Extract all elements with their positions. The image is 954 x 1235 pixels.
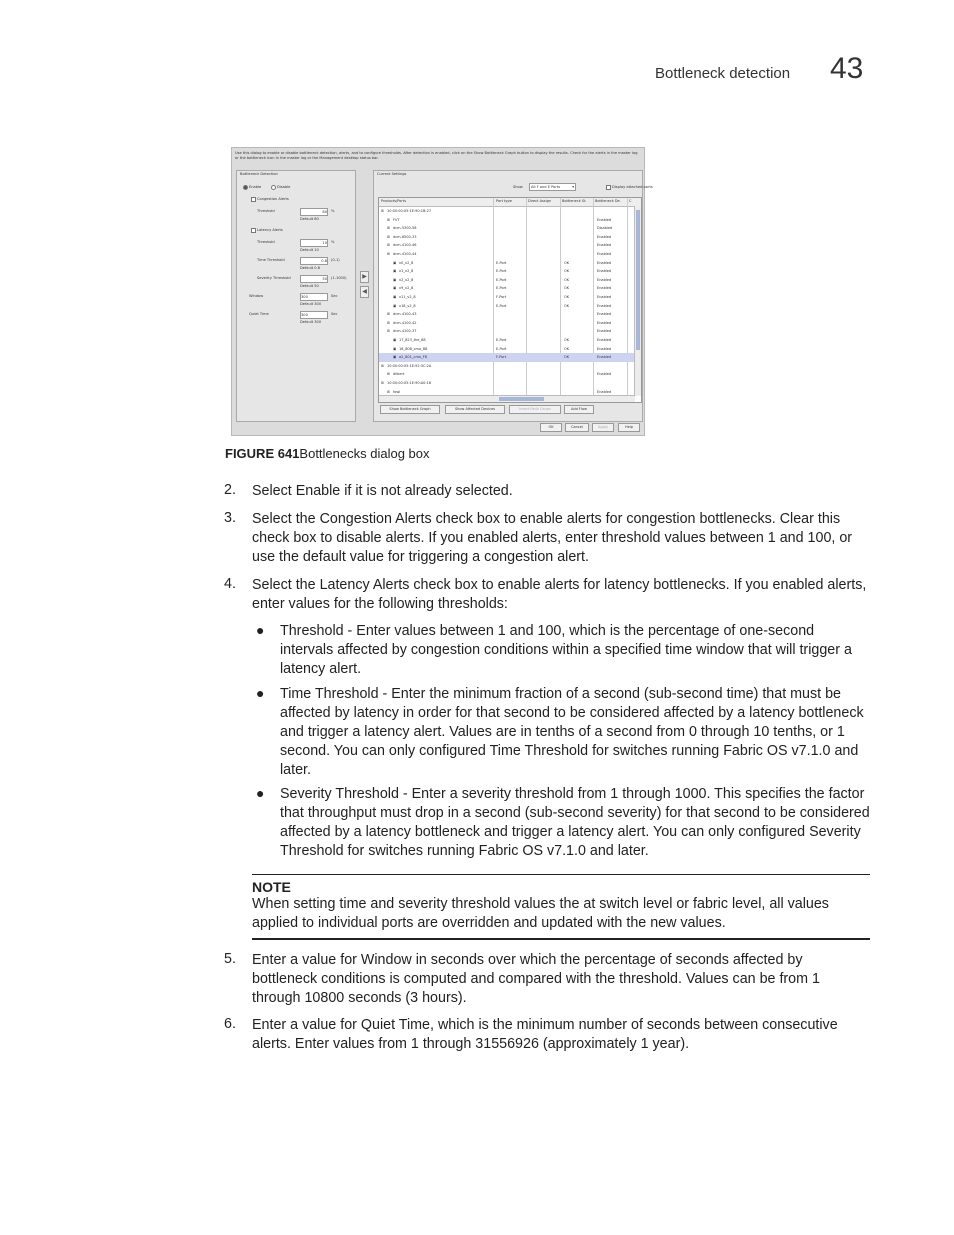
congestion-alerts-checkbox[interactable] xyxy=(251,197,256,202)
ui-term-congestion-alerts: Congestion Alerts xyxy=(319,511,432,527)
table-cell: v1_v2_8 xyxy=(399,269,414,274)
time-threshold-input[interactable]: 0.8 xyxy=(300,257,328,265)
table-cell: dilbert xyxy=(393,372,405,377)
expand-icon[interactable]: ⊞ xyxy=(387,226,390,231)
show-label: Show xyxy=(513,185,523,189)
show-select[interactable] xyxy=(529,183,576,191)
table-cell: Enabled xyxy=(597,260,612,265)
text: Enter a value for xyxy=(252,952,361,968)
table-row[interactable] xyxy=(379,379,634,388)
help-button[interactable]: Help xyxy=(618,423,640,432)
severity-range: (1-1000) xyxy=(331,276,347,280)
display-attached-checkbox[interactable] xyxy=(606,185,611,190)
port-icon: ▣ xyxy=(393,346,397,351)
latency-threshold-input[interactable]: 10 xyxy=(300,239,328,247)
table-cell: F-Port xyxy=(496,295,507,299)
table-cell: OK xyxy=(564,277,570,282)
table-cell: 10:00:00:05:1E:90:A0:18 xyxy=(387,381,432,385)
bullet-severity-threshold-text xyxy=(280,785,870,861)
scroll-thumb[interactable] xyxy=(499,397,544,401)
time-threshold-range: (0-1) xyxy=(331,258,340,262)
text: Select the xyxy=(252,577,320,593)
table-cell: 10:00:00:05:1E:92:3C:2A xyxy=(387,363,432,368)
vertical-scrollbar[interactable] xyxy=(634,206,641,396)
table-cell: E-Port xyxy=(496,260,507,265)
note-bottom-rule xyxy=(252,938,870,940)
expand-icon[interactable]: ⊞ xyxy=(387,389,390,394)
enable-label: Enable xyxy=(249,185,262,189)
latency-default: Default 10 xyxy=(300,248,319,252)
table-cell: dcm-4100-43 xyxy=(393,312,417,317)
column-header[interactable]: Products/Ports xyxy=(381,199,407,203)
chevron-down-icon: ▾ xyxy=(572,185,574,189)
table-cell: Enabled xyxy=(597,355,612,360)
window-default: Default 300 xyxy=(300,302,322,306)
table-cell: Enabled xyxy=(597,338,612,342)
table-cell: Enabled xyxy=(597,286,612,291)
ui-term-window: Window xyxy=(360,952,412,968)
table-cell: v2_v2_8 xyxy=(399,277,414,282)
port-icon: ▣ xyxy=(393,277,397,282)
severity-threshold-label: Severity Threshold xyxy=(257,276,291,280)
table-cell: a2_801_cmo_F8 xyxy=(399,355,428,360)
table-cell: dcm-4100-42 xyxy=(393,320,417,325)
table-cell: E-Port xyxy=(496,269,507,274)
table-row[interactable] xyxy=(379,284,634,293)
latency-threshold-label: Threshold xyxy=(257,240,275,244)
note-title: NOTE xyxy=(252,879,291,895)
step-3-text xyxy=(252,510,870,567)
table-cell: 18_808_cmo_88 xyxy=(399,346,428,351)
show-affected-devices-button[interactable]: Show Affected Devices xyxy=(445,405,505,414)
table-row[interactable] xyxy=(379,293,634,302)
table-row[interactable] xyxy=(379,310,634,319)
table-cell: OK xyxy=(564,346,570,351)
table-cell: Enabled xyxy=(597,312,612,317)
expand-icon[interactable]: ⊞ xyxy=(387,312,390,317)
text: Select the xyxy=(252,511,320,527)
ok-button[interactable]: OK xyxy=(540,423,562,432)
table-cell: dcm-6500-33 xyxy=(393,234,417,239)
ui-term-time-threshold: Time Threshold xyxy=(280,686,379,702)
percent-unit: % xyxy=(331,240,335,244)
quiet-time-input[interactable]: 300 xyxy=(300,311,328,319)
cancel-button[interactable]: Cancel xyxy=(565,423,589,432)
expand-icon[interactable]: ⊞ xyxy=(381,363,384,368)
expand-icon[interactable]: ⊞ xyxy=(387,320,390,325)
table-row[interactable] xyxy=(379,327,634,336)
port-icon: ▣ xyxy=(393,295,397,299)
table-cell: OK xyxy=(564,338,570,342)
table-row[interactable] xyxy=(379,336,634,345)
table-cell: Enabled xyxy=(597,252,612,256)
display-attached-label: Display attached ports xyxy=(612,185,653,189)
note-text: When setting time and severity threshold values the at switch level or fabric level, all values applied to individual ports are overridden and updated with the new values. xyxy=(252,896,829,931)
severity-threshold-input[interactable]: 50 xyxy=(300,275,328,283)
expand-icon[interactable]: ⊞ xyxy=(387,252,390,256)
table-cell: dcm-4100-46 xyxy=(393,243,417,248)
table-cell: Disabled xyxy=(597,226,613,231)
expand-icon[interactable]: ⊞ xyxy=(387,372,390,377)
table-cell: 10:00:00:05:1E:90:1B:27 xyxy=(387,209,432,213)
ui-term-enable: Enable xyxy=(295,483,341,499)
step-number: 6. xyxy=(224,1016,236,1032)
table-cell: E-Port xyxy=(496,338,507,342)
table-row[interactable] xyxy=(379,259,634,268)
table-row[interactable] xyxy=(379,207,634,216)
severity-default: Default 50 xyxy=(300,284,319,288)
table-row[interactable] xyxy=(379,362,634,371)
expand-icon[interactable]: ⊞ xyxy=(387,234,390,239)
table-cell: v11_v2_8 xyxy=(399,295,416,299)
bottleneck-detection-panel xyxy=(236,170,356,422)
enable-radio[interactable] xyxy=(243,185,248,190)
table-cell: F-Port xyxy=(496,355,507,360)
table-cell: Enabled xyxy=(597,234,612,239)
show-select-value: All F and E Ports xyxy=(531,185,561,189)
apply-right-arrow-icon[interactable]: ▶ xyxy=(360,271,369,283)
table-cell: OK xyxy=(564,303,570,308)
table-cell: E-Port xyxy=(496,346,507,351)
column-header[interactable]: Direct Assign xyxy=(528,199,552,203)
show-bottleneck-graph-button[interactable]: Show Bottleneck Graph xyxy=(380,405,440,414)
port-icon: ▣ xyxy=(393,260,397,265)
bullet-icon: ● xyxy=(256,622,265,638)
congestion-alerts-label: Congestion Alerts xyxy=(257,197,289,201)
table-row[interactable] xyxy=(379,302,634,311)
table-row[interactable] xyxy=(379,241,634,250)
dialog-intro-text: Use this dialog to enable or disable bottleneck detection, alerts, and to configure thresholds. After detection is enabled, click on the Show Bottleneck Graph button to display the results. Check for the alerts in the master log or the bottleneck icon in the master log or the Management desktop status bar. xyxy=(235,151,638,160)
table-cell: FVT xyxy=(393,217,400,222)
step-number: 4. xyxy=(224,576,236,592)
latency-alerts-checkbox[interactable] xyxy=(251,228,256,233)
window-input[interactable]: 300 xyxy=(300,293,328,301)
congestion-threshold-input[interactable]: 80 xyxy=(300,208,328,216)
table-cell: Enabled xyxy=(597,346,612,351)
percent-unit: % xyxy=(331,209,335,213)
table-cell: OK xyxy=(564,286,570,291)
step-number: 5. xyxy=(224,951,236,967)
add-flow-button[interactable]: Add Flow xyxy=(564,405,594,414)
bullet-icon: ● xyxy=(256,785,265,801)
bullet-time-threshold-text xyxy=(280,685,870,780)
window-label: Window xyxy=(249,294,264,298)
congestion-default: Default 80 xyxy=(300,217,319,221)
expand-icon[interactable]: ⊞ xyxy=(381,381,384,385)
port-icon: ▣ xyxy=(393,355,397,360)
expand-icon[interactable]: ⊞ xyxy=(381,209,384,213)
port-icon: ▣ xyxy=(393,269,397,274)
text: check box to enable alerts for congestion bottlenecks. Clear this check box to disable alerts. If you enabled alerts, enter threshold values between 1 and 100, or use the default value for triggering a congestion alert. xyxy=(252,511,853,565)
quiet-time-label: Quiet Time xyxy=(249,312,269,316)
quiet-time-unit: Sec xyxy=(331,312,338,316)
table-cell: dcm-4100-37 xyxy=(393,329,417,334)
note-top-rule xyxy=(252,874,870,875)
latency-alerts-label: Latency Alerts xyxy=(257,228,283,232)
text: - Enter values between 1 and 100, which is the percentage of one-second intervals affected by congestion conditions within a specified time window that will trigger a latency alert. xyxy=(280,623,852,677)
figure-caption xyxy=(225,446,430,461)
table-row[interactable] xyxy=(379,276,634,285)
table-cell: E-Port xyxy=(496,277,507,282)
horizontal-scrollbar[interactable] xyxy=(379,395,635,402)
table-cell: dcm-4100-44 xyxy=(393,252,417,256)
table-cell: v18_v2_8 xyxy=(399,303,416,308)
text: check box to enable alerts for latency bottlenecks. If you enabled alerts, enter values for the following thresholds: xyxy=(252,577,867,612)
table-cell: Enabled xyxy=(597,217,612,222)
table-row[interactable] xyxy=(379,224,634,233)
congestion-threshold-label: Threshold xyxy=(257,209,275,213)
table-cell: Enabled xyxy=(597,320,612,325)
table-cell: E-Port xyxy=(496,286,507,291)
text: if it is not already selected. xyxy=(340,483,513,499)
port-icon: ▣ xyxy=(393,286,397,291)
column-header[interactable]: C xyxy=(629,199,632,203)
ui-term-severity-threshold: Severity Threshold xyxy=(280,786,399,802)
text: , which is the minimum number of seconds between consecutive alerts. Enter values from 1 through 31556926 (approximately 1 year). xyxy=(252,1017,838,1052)
table-header xyxy=(379,198,641,207)
text: - Enter a severity threshold from 1 through 1000. This specifies the factor that throughput must drop in a second (sub-second severity) for that second to be considered affected by a latency bottleneck and trigger a latency alert. You can only configured Severity Threshold for switches running Fabric OS v7.1.0 and later. xyxy=(280,786,870,859)
table-cell: Enabled xyxy=(597,372,612,377)
step-5-text xyxy=(252,951,870,1008)
section-title: Bottleneck detection xyxy=(655,65,791,82)
table-row[interactable] xyxy=(379,250,634,259)
table-cell: OK xyxy=(564,295,570,299)
table-row[interactable] xyxy=(379,353,634,362)
step-2-text xyxy=(252,482,872,501)
window-unit: Sec xyxy=(331,294,338,298)
step-number: 2. xyxy=(224,482,236,498)
table-cell: OK xyxy=(564,355,570,360)
text: in seconds over which the percentage of seconds affected by bottleneck conditions is computed and compared with the threshold. Values can be from 1 through 10800 seconds (3 hours). xyxy=(252,952,820,1006)
ui-term-latency-alerts: Latency Alerts xyxy=(319,577,410,593)
expand-icon[interactable]: ⊞ xyxy=(387,329,390,334)
table-cell: Enabled xyxy=(597,303,612,308)
ui-term-threshold: Threshold xyxy=(280,623,344,639)
scroll-thumb[interactable] xyxy=(636,210,640,350)
expand-icon[interactable]: ⊞ xyxy=(387,243,390,248)
quiet-time-default: Default 300 xyxy=(300,320,322,324)
table-row[interactable] xyxy=(379,319,634,328)
table-cell: Enabled xyxy=(597,269,612,274)
text: Select xyxy=(252,483,296,499)
apply-button[interactable]: Apply xyxy=(592,423,614,432)
table-row[interactable] xyxy=(379,233,634,242)
column-header[interactable]: Port type xyxy=(496,199,512,203)
table-cell: Enabled xyxy=(597,243,612,248)
step-number: 3. xyxy=(224,510,236,526)
text: Enter a value for xyxy=(252,1017,361,1033)
table-cell: v9_v2_8 xyxy=(399,286,414,291)
figure-label: FIGURE 641 xyxy=(225,446,300,461)
table-cell: Enabled xyxy=(597,389,612,394)
time-threshold-label: Time Threshold xyxy=(257,258,285,262)
disable-radio[interactable] xyxy=(271,185,276,190)
remove-left-arrow-icon[interactable]: ◀ xyxy=(360,286,369,298)
text: - Enter the minimum fraction of a second (sub-second time) that must be affected by latency in order for that second to be considered affected by a latency bottleneck and trigger a latency alert. Values are in tenths of a second from 0 through 10 tenths, or 1 second. You can only configured Time Threshold for switches running Fabric OS v7.1.0 and later. xyxy=(280,686,864,778)
table-cell: OK xyxy=(564,269,570,274)
column-header[interactable]: Bottleneck St. xyxy=(562,199,587,203)
table-cell: Enabled xyxy=(597,329,612,334)
panel-title: Bottleneck Detection xyxy=(240,172,278,176)
table-cell: E-Port xyxy=(496,303,507,308)
step-4-text xyxy=(252,576,870,614)
port-icon: ▣ xyxy=(393,303,397,308)
panel-title: Current Settings xyxy=(377,172,407,176)
chapter-number: 43 xyxy=(830,52,864,85)
bullet-icon: ● xyxy=(256,685,265,701)
insert-fault-cause-button[interactable]: Insert Fault Cause xyxy=(509,405,561,414)
table-cell: 17_823_the_88 xyxy=(399,338,426,342)
ui-term-quiet-time: Quiet Time xyxy=(360,1017,430,1033)
table-cell: dcm-5300-58 xyxy=(393,226,417,231)
table-row[interactable] xyxy=(379,216,634,225)
ports-table xyxy=(378,197,642,403)
column-header[interactable]: Bottleneck De. xyxy=(595,199,621,203)
figure-title: Bottlenecks dialog box xyxy=(299,446,430,461)
disable-label: Disable xyxy=(277,185,291,189)
table-cell: Enabled xyxy=(597,277,612,282)
table-cell: v0_v2_8 xyxy=(399,260,414,265)
bottlenecks-dialog xyxy=(231,147,653,436)
time-threshold-default: Default 0.8 xyxy=(300,266,320,270)
port-icon: ▣ xyxy=(393,338,397,342)
step-6-text xyxy=(252,1016,870,1054)
table-cell: fowl xyxy=(393,389,401,394)
table-row[interactable] xyxy=(379,345,634,354)
bullet-threshold-text xyxy=(280,622,870,679)
table-row[interactable] xyxy=(379,370,634,379)
table-cell: Enabled xyxy=(597,295,612,299)
table-row[interactable] xyxy=(379,267,634,276)
table-cell: OK xyxy=(564,260,570,265)
expand-icon[interactable]: ⊞ xyxy=(387,217,390,222)
